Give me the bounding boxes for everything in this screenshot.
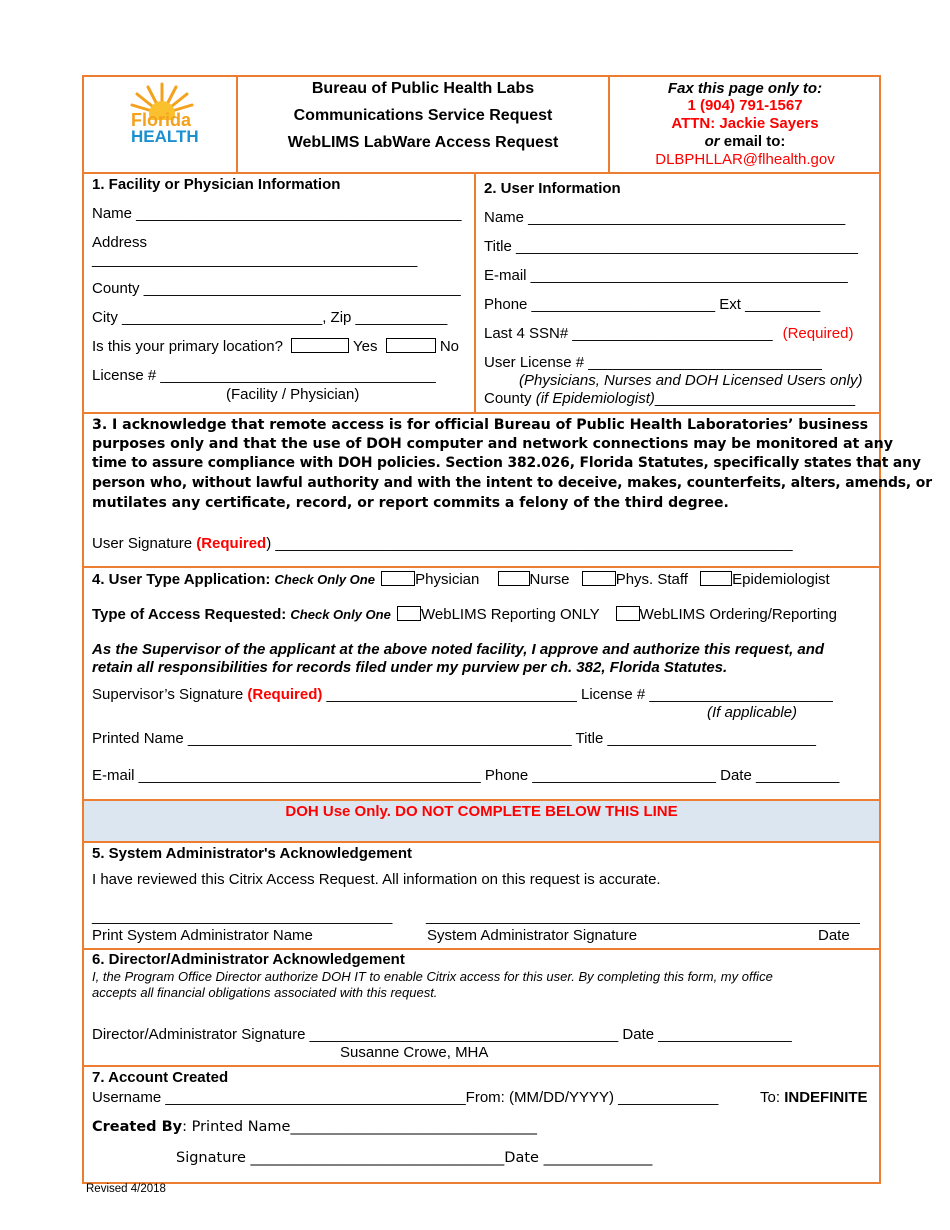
logo-text-health: HEALTH bbox=[131, 127, 199, 146]
florida-health-logo bbox=[128, 80, 199, 148]
section-2-title: 2. User Information bbox=[484, 180, 621, 197]
primary-yes-label: Yes bbox=[352, 338, 378, 355]
section-1-title: 1. Facility or Physician Information bbox=[92, 176, 341, 193]
reporting-only-label: WebLIMS Reporting ONLY bbox=[421, 606, 600, 623]
director-signature-field[interactable]: Director/Administrator Signature _____________________________________ Date ________________ bbox=[92, 1026, 792, 1043]
supervisor-statement-line1: As the Supervisor of the applicant at the above noted facility, I approve and authorize this request, and bbox=[92, 641, 825, 658]
supervisor-signature-field[interactable]: Supervisor’s Signature (Required) ______________________________ License # ______________________ bbox=[92, 686, 833, 703]
fax-number: 1 (904) 791-1567 bbox=[687, 97, 803, 114]
email-address[interactable]: DLBPHLLAR@flhealth.gov bbox=[655, 151, 835, 168]
access-type-title: Type of Access Requested: bbox=[92, 606, 287, 623]
logo-text-florida: Florida bbox=[131, 110, 192, 130]
s1-address-label: Address bbox=[92, 234, 148, 251]
username-from-field[interactable]: Username ____________________________________From: (MM/DD/YYYY) ____________ bbox=[92, 1089, 719, 1106]
ssn-required-note: (Required) bbox=[782, 325, 854, 342]
s5-name-line[interactable]: ____________________________________ bbox=[92, 908, 393, 925]
s5-signature-line[interactable]: ____________________________________________________ bbox=[426, 908, 860, 925]
fax-label: Fax this page only to: bbox=[667, 80, 823, 97]
user-type-row bbox=[92, 571, 830, 588]
header-title-3: WebLIMS LabWare Access Request bbox=[287, 134, 559, 151]
phys-staff-label: Phys. Staff bbox=[615, 571, 688, 588]
if-applicable-note: (If applicable) bbox=[707, 704, 798, 721]
s1-county-field[interactable]: County ______________________________________ bbox=[92, 280, 461, 297]
s1-license-field[interactable]: License # _________________________________ bbox=[92, 367, 436, 384]
supervisor-statement-line2: retain all responsibilities for records filed under my purview per ch. 382, Florida Statutes. bbox=[92, 659, 728, 676]
s6-statement-line1: I, the Program Office Director authorize DOH IT to enable Citrix access for this user. By completing this form, my office bbox=[92, 969, 773, 984]
physician-label: Physician bbox=[415, 571, 480, 588]
section-5-title: 5. System Administrator's Acknowledgement bbox=[92, 845, 413, 862]
s1-address-field[interactable]: _______________________________________ bbox=[92, 251, 418, 268]
ordering-reporting-label: WebLIMS Ordering/Reporting bbox=[639, 606, 837, 623]
printed-name-title-field[interactable]: Printed Name ______________________________________________ Title _________________________ bbox=[92, 730, 817, 747]
s6-statement-line2: accepts all financial obligations associated with this request. bbox=[92, 985, 438, 1000]
physician-checkbox[interactable] bbox=[381, 571, 415, 586]
revised-date: Revised 4/2018 bbox=[86, 1183, 166, 1195]
primary-yes-checkbox[interactable] bbox=[291, 338, 349, 353]
s2-county-field[interactable]: County (if Epidemiologist)________________________ bbox=[484, 390, 856, 407]
user-type-title: 4. User Type Application: bbox=[92, 571, 271, 588]
created-by-printed-name-field[interactable]: Created By: Printed Name__________________________________ bbox=[92, 1119, 537, 1135]
user-type-check-one: Check Only One bbox=[274, 572, 375, 587]
access-type-row bbox=[92, 606, 837, 623]
header-title-2: Communications Service Request bbox=[293, 107, 553, 124]
s5-print-name-label: Print System Administrator Name bbox=[92, 927, 313, 944]
section-6-title: 6. Director/Administrator Acknowledgement bbox=[92, 951, 405, 968]
s2-license-sub: (Physicians, Nurses and DOH Licensed Users only) bbox=[519, 372, 863, 389]
s1-city-zip-field[interactable]: City ________________________, Zip ___________ bbox=[92, 309, 448, 326]
primary-no-checkbox[interactable] bbox=[386, 338, 436, 353]
s1-name-field[interactable]: Name _______________________________________ bbox=[92, 205, 462, 222]
access-check-one: Check Only One bbox=[290, 607, 391, 622]
s2-ssn-field[interactable]: Last 4 SSN# ________________________ (Required) bbox=[484, 325, 854, 342]
email-to-label: or email to: bbox=[704, 133, 786, 150]
s5-signature-label: System Administrator Signature bbox=[427, 927, 638, 944]
phys-staff-checkbox[interactable] bbox=[582, 571, 616, 586]
primary-location-question: Is this your primary location? bbox=[92, 338, 283, 355]
s2-title-field[interactable]: Title _________________________________________ bbox=[484, 238, 858, 255]
nurse-checkbox[interactable] bbox=[498, 571, 530, 586]
s2-name-field[interactable]: Name ______________________________________ bbox=[484, 209, 846, 226]
epidemiologist-label: Epidemiologist bbox=[732, 571, 830, 588]
email-phone-date-field[interactable]: E-mail _________________________________________ Phone ______________________ Date __________ bbox=[92, 767, 840, 784]
header-title-1: Bureau of Public Health Labs bbox=[311, 80, 535, 97]
fax-attn: ATTN: Jackie Sayers bbox=[671, 115, 819, 132]
user-signature-field[interactable]: User Signature (Required) ______________________________________________________________ bbox=[92, 535, 793, 552]
section-7-title: 7. Account Created bbox=[92, 1069, 229, 1086]
s5-statement: I have reviewed this Citrix Access Request. All information on this request is accurate. bbox=[92, 871, 661, 888]
s2-phone-ext-field[interactable]: Phone ______________________ Ext _________ bbox=[484, 296, 821, 313]
director-name: Susanne Crowe, MHA bbox=[340, 1044, 489, 1061]
ordering-reporting-checkbox[interactable] bbox=[616, 606, 640, 621]
s5-date-label: Date bbox=[818, 927, 850, 944]
primary-no-label: No bbox=[439, 338, 459, 355]
nurse-label: Nurse bbox=[529, 571, 570, 588]
s2-license-field[interactable]: User License # ____________________________ bbox=[484, 354, 822, 371]
s1-primary-location bbox=[92, 338, 459, 355]
epidemiologist-checkbox[interactable] bbox=[700, 571, 732, 586]
reporting-only-checkbox[interactable] bbox=[397, 606, 421, 621]
created-by-signature-field[interactable]: Signature ___________________________________Date _______________ bbox=[176, 1150, 653, 1166]
s2-email-field[interactable]: E-mail ______________________________________ bbox=[484, 267, 848, 284]
s1-license-sub: (Facility / Physician) bbox=[226, 386, 360, 403]
to-indefinite: To: INDEFINITE bbox=[760, 1089, 868, 1106]
doh-use-text: DOH Use Only. DO NOT COMPLETE BELOW THIS LINE bbox=[285, 803, 678, 820]
